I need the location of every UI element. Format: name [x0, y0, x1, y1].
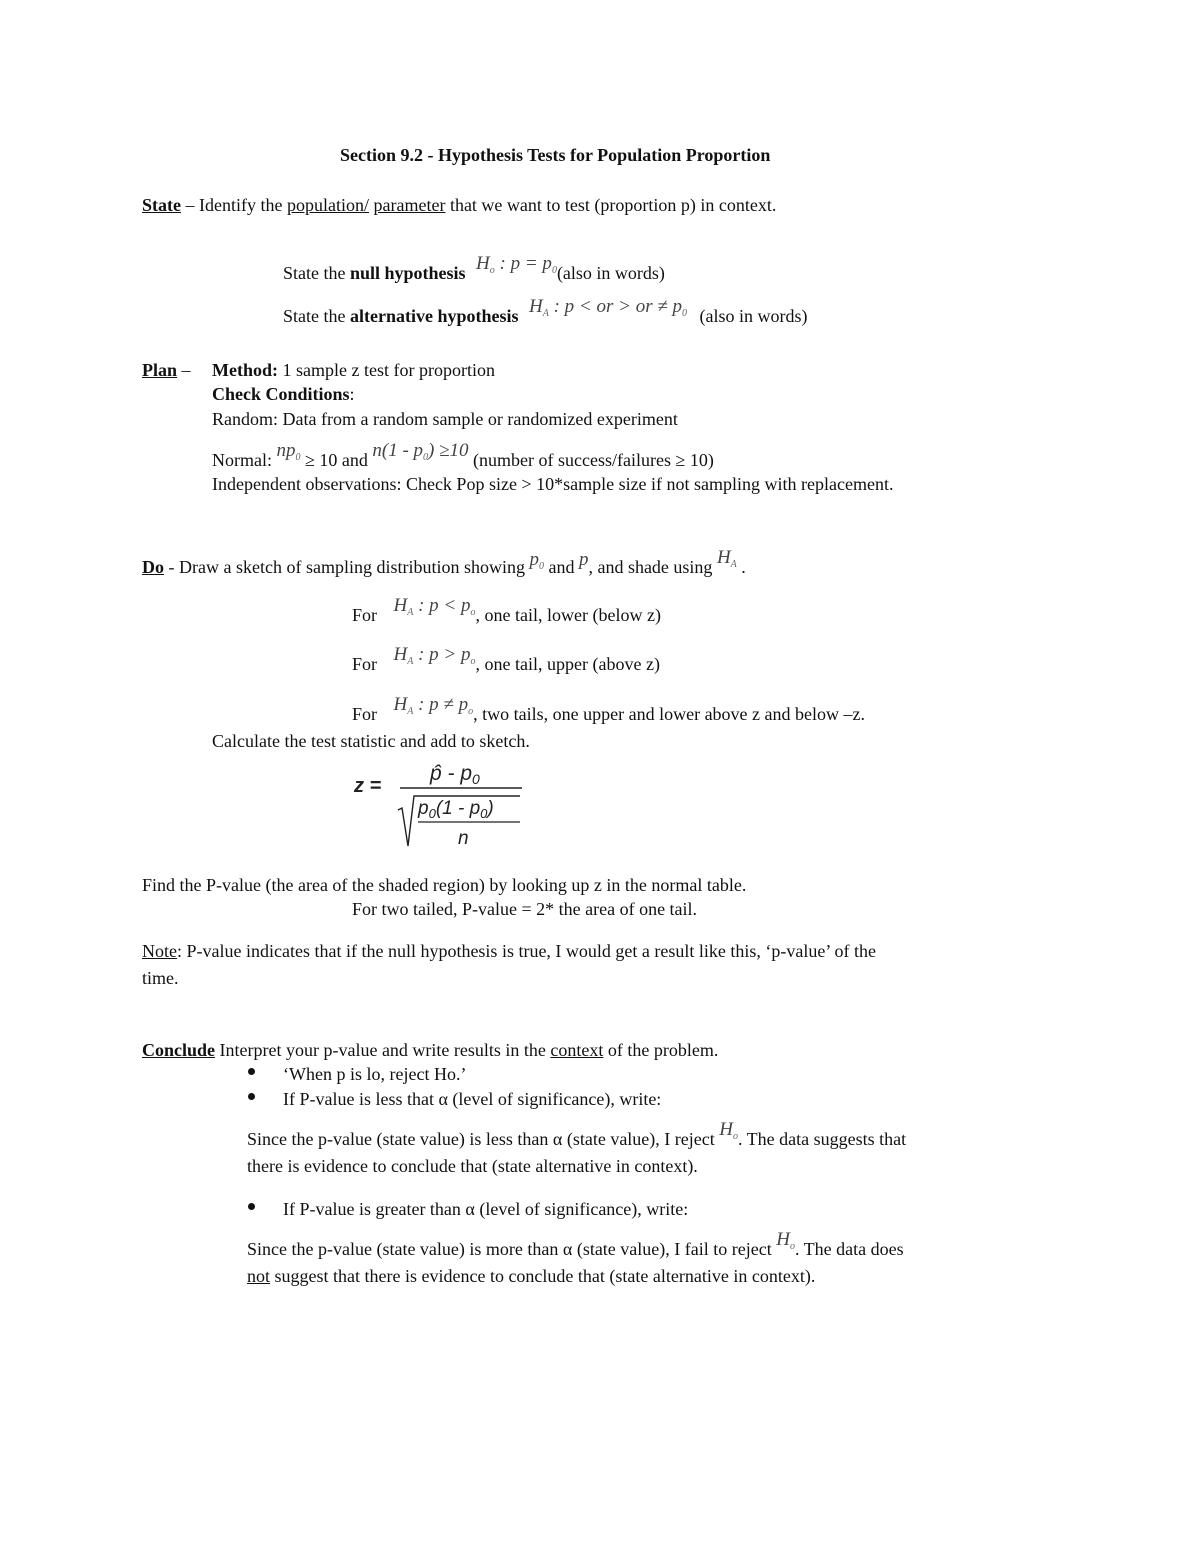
- conditions-label: Check Conditions: [212, 384, 350, 404]
- normal-line: [212, 440, 714, 470]
- state-rest: that we want to test (proportion p) in context.: [445, 195, 777, 215]
- plan-heading: Plan: [142, 360, 178, 380]
- random-line: Random: Data from a random sample or randomized experiment: [212, 409, 678, 429]
- test-statistic-formula: [352, 758, 532, 850]
- alt-pre: State the: [283, 306, 350, 326]
- formula-den-top: $p_0(1 - p_0)$: [418, 798, 494, 821]
- normal-pre: Normal:: [212, 450, 277, 470]
- bullet-item-3: If P-value is greater than α (level of significance), write:: [283, 1199, 689, 1219]
- parameter-underline: parameter: [373, 195, 446, 215]
- note-line-2: time.: [142, 968, 179, 988]
- bullet-dot: [248, 1068, 255, 1075]
- independent-line: Independent observations: Check Pop size > 10*sample size if not sampling with replacement.: [212, 474, 894, 494]
- case-lower-formula: $H_A$ : $p < p_o$: [393, 595, 476, 618]
- since-fail-line: Since the p-value (state value) is more than α (state value), I fail to reject $H_o$. The data does: [247, 1229, 904, 1259]
- formula-z: z =: [354, 775, 382, 797]
- since-reject-line: Since the p-value (state value) is less than α (state value), I reject $H_o$. The data suggests that: [247, 1119, 907, 1149]
- ho-symbol: $H_o$: [719, 1119, 738, 1142]
- conditions-line: Check Conditions:: [212, 384, 355, 404]
- method-text: 1 sample z test for proportion: [278, 360, 495, 380]
- case-upper-formula: $H_A$ : $p > p_o$: [393, 644, 476, 667]
- plan-line: Plan –: [142, 360, 191, 380]
- page-title: Section 9.2 - Hypothesis Tests for Population Proportion: [340, 145, 771, 165]
- do-line: Do - Draw a sketch of sampling distribution showing $p_0$ and p, and shade using $H_A$ .: [142, 547, 746, 577]
- null-hypothesis-line: [283, 253, 665, 283]
- null-bold: null hypothesis: [349, 263, 466, 283]
- alt-formula: $H_A$ : p < or > or ≠ $p_0$: [528, 296, 688, 319]
- bullet-dot: [248, 1093, 255, 1100]
- alt-post: (also in words): [699, 306, 808, 326]
- ho-symbol: $H_o$: [776, 1229, 795, 1252]
- since-reject-line-2: there is evidence to conclude that (state alternative in context).: [247, 1156, 698, 1176]
- state-heading: State: [142, 195, 181, 215]
- bullet-dot: [248, 1203, 255, 1210]
- bullet-item-2: If P-value is less that α (level of significance), write:: [283, 1089, 662, 1109]
- bullet-item-1: ‘When p is lo, reject Ho.’: [283, 1064, 467, 1084]
- alt-hypothesis-line: [283, 296, 808, 326]
- case-two-line: For $H_A$ : $p \ne p_o$, two tails, one upper and lower above z and below –z.: [352, 694, 866, 724]
- pvalue-line: Find the P-value (the area of the shaded region) by looking up z in the normal table.: [142, 875, 747, 895]
- two-tailed-line: For two tailed, P-value = 2* the area of one tail.: [352, 899, 698, 919]
- since-fail-line-2: not suggest that there is evidence to conclude that (state alternative in context).: [247, 1266, 816, 1286]
- do-heading: Do: [142, 557, 164, 577]
- not-underline: not: [247, 1266, 271, 1286]
- method-line: [212, 361, 495, 379]
- formula-numerator: p̂ - p0: [430, 762, 480, 787]
- conclude-heading: Conclude: [142, 1040, 216, 1060]
- method-label: Method:: [212, 360, 278, 380]
- context-underline: context: [550, 1040, 604, 1060]
- null-formula: $H_o$ : $p = p_0$: [476, 253, 557, 276]
- note-label: Note: [142, 941, 177, 961]
- state-text: – Identify the: [181, 195, 287, 215]
- state-line: [142, 196, 776, 214]
- normal-mid: ≥ 10 and: [300, 450, 373, 470]
- normal-post: (number of success/failures ≥ 10): [468, 450, 714, 470]
- n1p0-formula: $n(1 - p_0) \ge 10$: [372, 440, 469, 463]
- case-two-formula: $H_A$ : $p \ne p_o$: [393, 694, 474, 717]
- case-upper-line: For $H_A$ : $p > p_o$, one tail, upper (above z): [352, 644, 660, 674]
- note-text: : P-value indicates that if the null hypothesis is true, I would get a result like this, ‘p-value’ of the: [177, 941, 877, 961]
- p0-symbol: $p_0$: [529, 549, 544, 572]
- null-post: (also in words): [556, 263, 665, 283]
- np0-formula: $np_0$: [276, 440, 301, 463]
- calculate-line: Calculate the test statistic and add to sketch.: [212, 731, 530, 751]
- case-lower-line: For $H_A$ : $p < p_o$, one tail, lower (below z): [352, 595, 661, 625]
- null-pre: State the: [283, 263, 350, 283]
- formula-den-bottom: n: [458, 828, 469, 849]
- ha-symbol: $H_A$: [716, 547, 737, 570]
- conclude-line: Conclude Interpret your p-value and write results in the context of the problem.: [142, 1040, 719, 1060]
- alt-bold: alternative hypothesis: [349, 306, 519, 326]
- note-line: [142, 942, 876, 960]
- p-symbol: p: [578, 549, 589, 570]
- population-underline: population/: [286, 195, 369, 215]
